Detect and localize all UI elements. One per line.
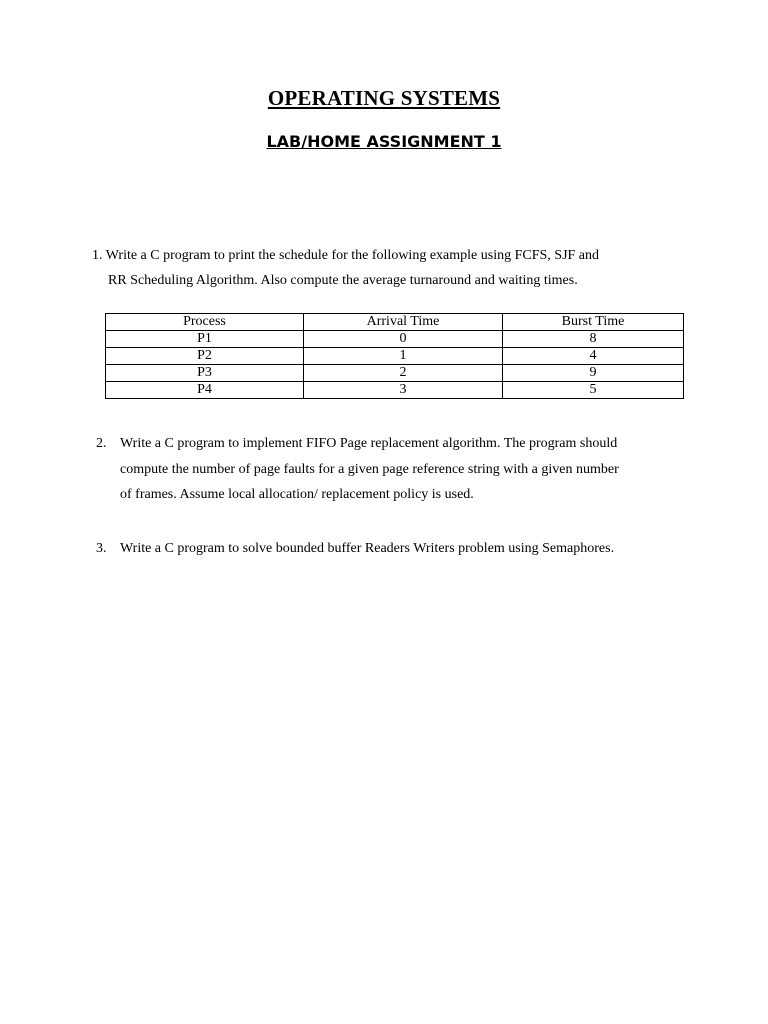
table-row — [106, 382, 684, 399]
question-1 — [92, 243, 692, 293]
document-title: OPERATING SYSTEMS — [267, 86, 501, 110]
table-cell: P1 — [106, 331, 304, 348]
table-row — [106, 331, 684, 348]
table-cell: 2 — [304, 365, 503, 382]
question-3-text-line-1: Write a C program to solve bounded buffer Readers Writers problem using Semaphores. — [120, 541, 615, 556]
table-row — [106, 365, 684, 382]
question-1-number: 1. — [92, 248, 103, 263]
table-header-arrival-time: Arrival Time — [304, 314, 503, 331]
process-table — [105, 313, 684, 399]
table-cell: 1 — [304, 348, 503, 365]
table-header-row — [106, 314, 684, 331]
table-cell: P4 — [106, 382, 304, 399]
question-3 — [96, 536, 696, 562]
table-cell: 0 — [304, 331, 503, 348]
table-cell: 8 — [503, 331, 684, 348]
question-1-line-1 — [92, 243, 692, 268]
table-row — [106, 348, 684, 365]
question-1-text-line-1: Write a C program to print the schedule for the following example using FCFS, SJF and — [105, 248, 600, 263]
question-2-text-line-2: compute the number of page faults for a given page reference string with a given number — [120, 461, 619, 477]
table-header-process: Process — [106, 314, 304, 331]
question-2-text-line-1: Write a C program to implement FIFO Page replacement algorithm. The program should — [120, 436, 618, 451]
table-cell: 9 — [503, 365, 684, 382]
question-2-text — [120, 431, 696, 508]
table-header-burst-time: Burst Time — [503, 314, 684, 331]
table-cell: 4 — [503, 348, 684, 365]
table-cell: 5 — [503, 382, 684, 399]
document-subtitle: LAB/HOME ASSIGNMENT 1 — [266, 132, 502, 151]
question-2-text-line-3: of frames. Assume local allocation/ replacement policy is used. — [120, 487, 474, 502]
table-cell: P3 — [106, 365, 304, 382]
question-3-number: 3. — [96, 541, 107, 556]
question-3-text — [120, 536, 696, 562]
table-cell: P2 — [106, 348, 304, 365]
question-2-number: 2. — [96, 436, 107, 451]
question-2 — [96, 431, 696, 508]
question-1-text-line-2: RR Scheduling Algorithm. Also compute the average turnaround and waiting times. — [108, 273, 578, 288]
table-cell: 3 — [304, 382, 503, 399]
